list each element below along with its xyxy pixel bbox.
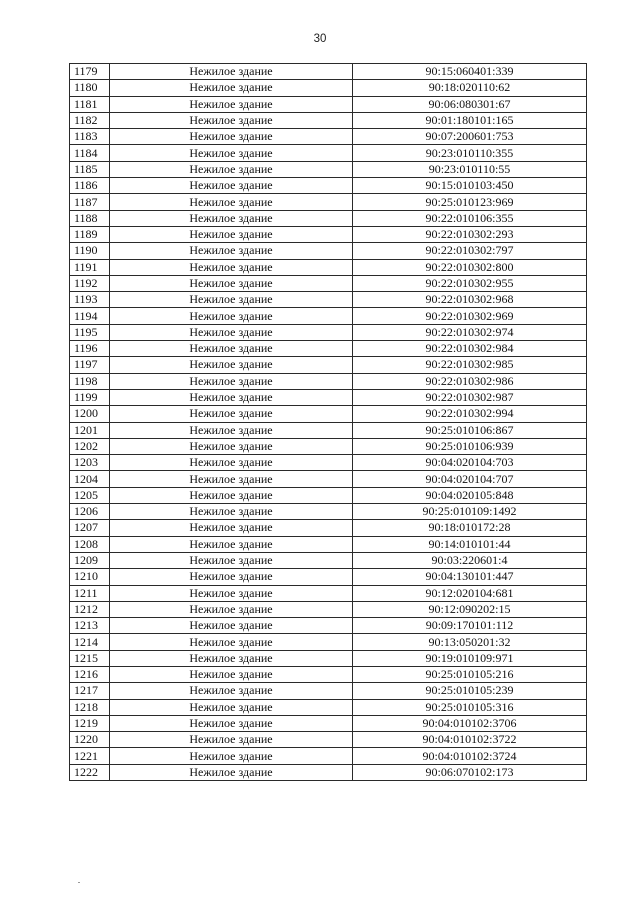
row-number: 1197: [70, 357, 110, 373]
table-row: [70, 226, 587, 242]
table-row: [70, 487, 587, 503]
cadastral-number: 90:04:020104:707: [353, 471, 587, 487]
cadastral-number: 90:23:010110:55: [353, 161, 587, 177]
table-row: [70, 389, 587, 405]
object-name: Нежилое здание: [110, 226, 353, 242]
cadastral-number: 90:22:010302:985: [353, 357, 587, 373]
cadastral-number: 90:22:010302:986: [353, 373, 587, 389]
row-number: 1181: [70, 96, 110, 112]
object-name: Нежилое здание: [110, 618, 353, 634]
table-row: [70, 96, 587, 112]
row-number: 1191: [70, 259, 110, 275]
object-name: Нежилое здание: [110, 292, 353, 308]
table-row: [70, 161, 587, 177]
object-name: Нежилое здание: [110, 683, 353, 699]
object-name: Нежилое здание: [110, 732, 353, 748]
table-row: [70, 406, 587, 422]
object-name: Нежилое здание: [110, 634, 353, 650]
cadastral-number: 90:22:010302:974: [353, 324, 587, 340]
row-number: 1201: [70, 422, 110, 438]
row-number: 1213: [70, 618, 110, 634]
table-row: [70, 748, 587, 764]
table-row: [70, 699, 587, 715]
object-name: Нежилое здание: [110, 536, 353, 552]
table-row: [70, 520, 587, 536]
row-number: 1216: [70, 666, 110, 682]
cadastral-number: 90:04:010102:3724: [353, 748, 587, 764]
row-number: 1187: [70, 194, 110, 210]
cadastral-number: 90:06:080301:67: [353, 96, 587, 112]
table-row: [70, 308, 587, 324]
row-number: 1195: [70, 324, 110, 340]
object-name: Нежилое здание: [110, 748, 353, 764]
object-name: Нежилое здание: [110, 471, 353, 487]
cadastral-number: 90:13:050201:32: [353, 634, 587, 650]
cadastral-number: 90:25:010123:969: [353, 194, 587, 210]
row-number: 1220: [70, 732, 110, 748]
row-number: 1214: [70, 634, 110, 650]
object-name: Нежилое здание: [110, 438, 353, 454]
cadastral-number: 90:06:070102:173: [353, 764, 587, 780]
object-name: Нежилое здание: [110, 129, 353, 145]
row-number: 1186: [70, 178, 110, 194]
cadastral-number: 90:22:010302:797: [353, 243, 587, 259]
row-number: 1221: [70, 748, 110, 764]
cadastral-number: 90:18:020110:62: [353, 80, 587, 96]
table-row: [70, 715, 587, 731]
table-row: [70, 666, 587, 682]
row-number: 1218: [70, 699, 110, 715]
table-row: [70, 324, 587, 340]
row-number: 1196: [70, 341, 110, 357]
table-row: [70, 650, 587, 666]
table-row: [70, 243, 587, 259]
cadastral-number: 90:04:130101:447: [353, 569, 587, 585]
cadastral-number: 90:25:010105:316: [353, 699, 587, 715]
object-name: Нежилое здание: [110, 275, 353, 291]
object-name: Нежилое здание: [110, 552, 353, 568]
table-row: [70, 601, 587, 617]
object-name: Нежилое здание: [110, 504, 353, 520]
object-name: Нежилое здание: [110, 64, 353, 80]
object-name: Нежилое здание: [110, 406, 353, 422]
object-name: Нежилое здание: [110, 455, 353, 471]
cadastral-number: 90:18:010172:28: [353, 520, 587, 536]
cadastral-number: 90:19:010109:971: [353, 650, 587, 666]
table-row: [70, 178, 587, 194]
table-row: [70, 80, 587, 96]
row-number: 1194: [70, 308, 110, 324]
property-table: [69, 63, 587, 781]
cadastral-number: 90:25:010106:939: [353, 438, 587, 454]
table-row: [70, 634, 587, 650]
object-name: Нежилое здание: [110, 80, 353, 96]
table-row: [70, 373, 587, 389]
row-number: 1185: [70, 161, 110, 177]
table-body: [70, 64, 587, 781]
cadastral-number: 90:22:010302:969: [353, 308, 587, 324]
cadastral-number: 90:22:010302:968: [353, 292, 587, 308]
object-name: Нежилое здание: [110, 210, 353, 226]
row-number: 1219: [70, 715, 110, 731]
row-number: 1212: [70, 601, 110, 617]
page-number: 30: [313, 33, 327, 45]
object-name: Нежилое здание: [110, 715, 353, 731]
cadastral-number: 90:23:010110:355: [353, 145, 587, 161]
table-row: [70, 145, 587, 161]
object-name: Нежилое здание: [110, 112, 353, 128]
row-number: 1198: [70, 373, 110, 389]
object-name: Нежилое здание: [110, 601, 353, 617]
row-number: 1179: [70, 64, 110, 80]
table-row: [70, 422, 587, 438]
cadastral-number: 90:25:010105:216: [353, 666, 587, 682]
table-row: [70, 438, 587, 454]
cadastral-number: 90:04:020105:848: [353, 487, 587, 503]
row-number: 1192: [70, 275, 110, 291]
table-row: [70, 194, 587, 210]
cadastral-number: 90:09:170101:112: [353, 618, 587, 634]
cadastral-number: 90:14:010101:44: [353, 536, 587, 552]
object-name: Нежилое здание: [110, 373, 353, 389]
cadastral-number: 90:25:010105:239: [353, 683, 587, 699]
table-row: [70, 569, 587, 585]
table-row: [70, 210, 587, 226]
row-number: 1193: [70, 292, 110, 308]
cadastral-number: 90:12:090202:15: [353, 601, 587, 617]
object-name: Нежилое здание: [110, 650, 353, 666]
table-row: [70, 471, 587, 487]
row-number: 1205: [70, 487, 110, 503]
row-number: 1189: [70, 226, 110, 242]
object-name: Нежилое здание: [110, 389, 353, 405]
cadastral-number: 90:22:010106:355: [353, 210, 587, 226]
row-number: 1207: [70, 520, 110, 536]
row-number: 1180: [70, 80, 110, 96]
cadastral-number: 90:22:010302:293: [353, 226, 587, 242]
table-row: [70, 129, 587, 145]
table-row: [70, 732, 587, 748]
object-name: Нежилое здание: [110, 259, 353, 275]
row-number: 1215: [70, 650, 110, 666]
cadastral-number: 90:22:010302:994: [353, 406, 587, 422]
row-number: 1182: [70, 112, 110, 128]
row-number: 1204: [70, 471, 110, 487]
row-number: 1183: [70, 129, 110, 145]
cadastral-number: 90:01:180101:165: [353, 112, 587, 128]
row-number: 1190: [70, 243, 110, 259]
row-number: 1206: [70, 504, 110, 520]
cadastral-number: 90:22:010302:984: [353, 341, 587, 357]
row-number: 1184: [70, 145, 110, 161]
table-row: [70, 292, 587, 308]
table-row: [70, 585, 587, 601]
table-row: [70, 357, 587, 373]
cadastral-number: 90:12:020104:681: [353, 585, 587, 601]
object-name: Нежилое здание: [110, 243, 353, 259]
row-number: 1199: [70, 389, 110, 405]
table-row: [70, 64, 587, 80]
object-name: Нежилое здание: [110, 308, 353, 324]
object-name: Нежилое здание: [110, 341, 353, 357]
row-number: 1200: [70, 406, 110, 422]
object-name: Нежилое здание: [110, 178, 353, 194]
object-name: Нежилое здание: [110, 422, 353, 438]
table-row: [70, 112, 587, 128]
object-name: Нежилое здание: [110, 585, 353, 601]
scan-mark: [78, 882, 80, 883]
row-number: 1211: [70, 585, 110, 601]
table-row: [70, 536, 587, 552]
cadastral-number: 90:03:220601:4: [353, 552, 587, 568]
row-number: 1208: [70, 536, 110, 552]
table-row: [70, 764, 587, 780]
table-row: [70, 552, 587, 568]
object-name: Нежилое здание: [110, 699, 353, 715]
cadastral-number: 90:15:010103:450: [353, 178, 587, 194]
row-number: 1188: [70, 210, 110, 226]
row-number: 1210: [70, 569, 110, 585]
object-name: Нежилое здание: [110, 764, 353, 780]
object-name: Нежилое здание: [110, 487, 353, 503]
object-name: Нежилое здание: [110, 520, 353, 536]
object-name: Нежилое здание: [110, 569, 353, 585]
cadastral-number: 90:04:010102:3722: [353, 732, 587, 748]
object-name: Нежилое здание: [110, 194, 353, 210]
cadastral-number: 90:07:200601:753: [353, 129, 587, 145]
row-number: 1222: [70, 764, 110, 780]
row-number: 1203: [70, 455, 110, 471]
cadastral-number: 90:22:010302:955: [353, 275, 587, 291]
cadastral-number: 90:25:010106:867: [353, 422, 587, 438]
cadastral-number: 90:04:010102:3706: [353, 715, 587, 731]
table-row: [70, 683, 587, 699]
cadastral-number: 90:22:010302:800: [353, 259, 587, 275]
object-name: Нежилое здание: [110, 357, 353, 373]
table-row: [70, 259, 587, 275]
object-name: Нежилое здание: [110, 324, 353, 340]
table-row: [70, 455, 587, 471]
cadastral-number: 90:04:020104:703: [353, 455, 587, 471]
object-name: Нежилое здание: [110, 666, 353, 682]
object-name: Нежилое здание: [110, 145, 353, 161]
cadastral-number: 90:15:060401:339: [353, 64, 587, 80]
row-number: 1209: [70, 552, 110, 568]
row-number: 1202: [70, 438, 110, 454]
object-name: Нежилое здание: [110, 96, 353, 112]
table-row: [70, 504, 587, 520]
object-name: Нежилое здание: [110, 161, 353, 177]
table-row: [70, 618, 587, 634]
table-row: [70, 341, 587, 357]
table-row: [70, 275, 587, 291]
row-number: 1217: [70, 683, 110, 699]
cadastral-number: 90:25:010109:1492: [353, 504, 587, 520]
cadastral-number: 90:22:010302:987: [353, 389, 587, 405]
